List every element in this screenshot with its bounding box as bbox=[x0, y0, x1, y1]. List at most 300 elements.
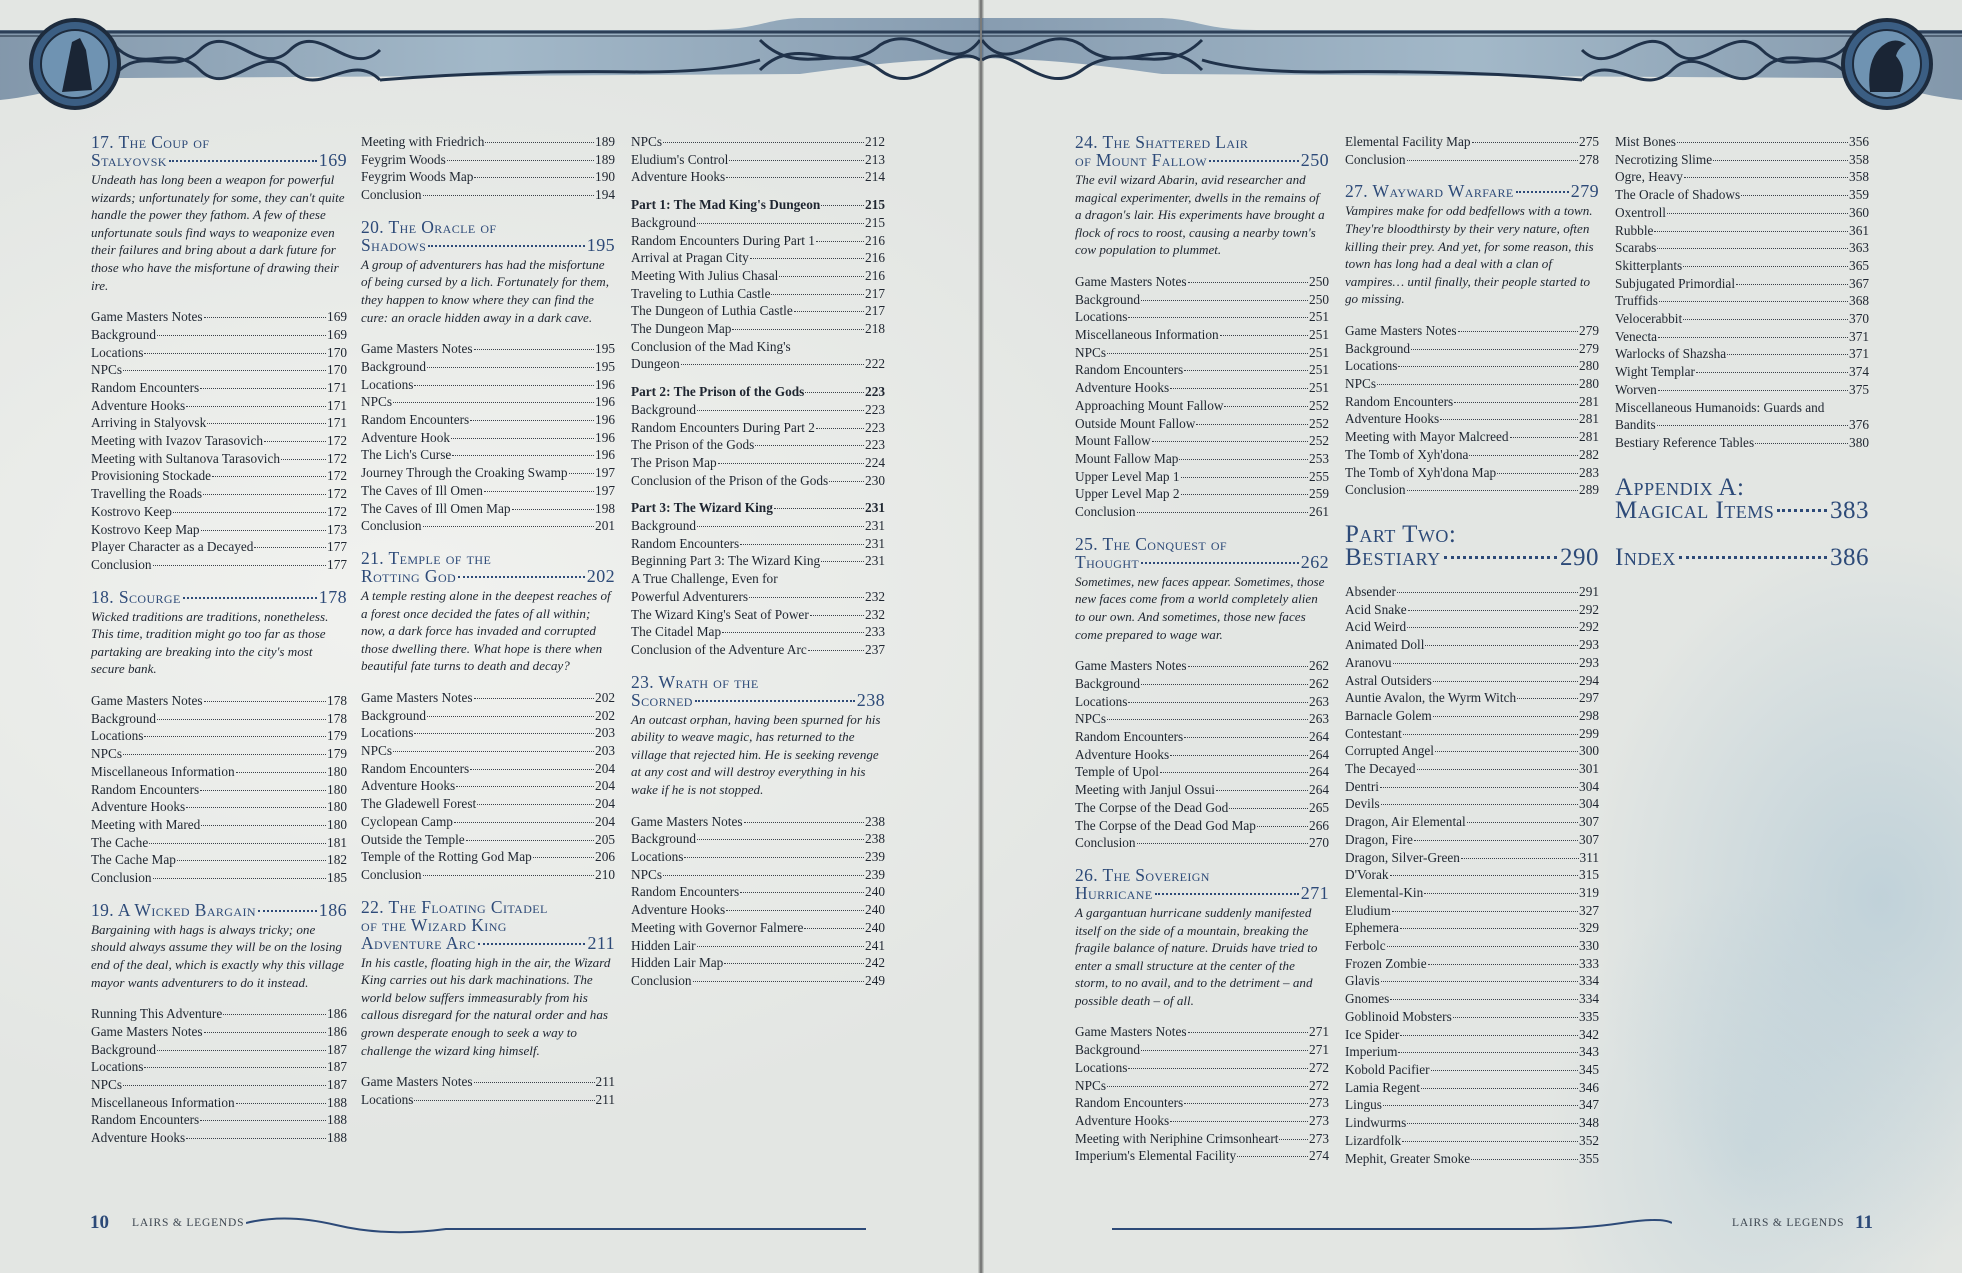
toc-entry bbox=[1615, 345, 1869, 363]
toc-entry bbox=[91, 503, 347, 521]
celtic-knot-banner bbox=[982, 0, 1962, 112]
toc-entry bbox=[1345, 795, 1599, 813]
toc-entry-page: 172 bbox=[327, 503, 347, 519]
toc-entry bbox=[1075, 344, 1329, 362]
leader-dots bbox=[821, 205, 864, 206]
toc-entry-page: 279 bbox=[1579, 340, 1599, 356]
leader-dots bbox=[1155, 893, 1299, 895]
leader-dots bbox=[1471, 1159, 1578, 1160]
toc-entry-label: The Caves of Ill Omen Map bbox=[361, 500, 511, 516]
leader-dots bbox=[456, 786, 594, 787]
toc-entry bbox=[91, 361, 347, 379]
toc-entry bbox=[91, 727, 347, 745]
toc-entry-page: 251 bbox=[1309, 344, 1329, 360]
toc-entry-page: 342 bbox=[1579, 1026, 1599, 1042]
leader-dots bbox=[1137, 512, 1308, 513]
toc-entry-page: 360 bbox=[1849, 204, 1869, 220]
toc-entry-page: 327 bbox=[1579, 902, 1599, 918]
leader-dots bbox=[1472, 142, 1578, 143]
toc-entry-page: 195 bbox=[595, 358, 615, 374]
leader-dots bbox=[281, 459, 326, 460]
toc-entry bbox=[91, 1041, 347, 1059]
chapter-title-line bbox=[91, 588, 347, 606]
leader-dots bbox=[1408, 610, 1578, 611]
toc-entry-page: 271 bbox=[1309, 1024, 1329, 1040]
toc-entry bbox=[1075, 799, 1329, 817]
toc-entry bbox=[1075, 817, 1329, 835]
part-subheading-label: Part 1: The Mad King's Dungeon bbox=[631, 197, 821, 213]
leader-dots bbox=[1400, 1035, 1578, 1036]
leader-dots bbox=[1400, 928, 1578, 929]
toc-entry-label: NPCs bbox=[361, 394, 393, 410]
toc-entry-label: Locations bbox=[91, 1059, 144, 1075]
leader-dots bbox=[1209, 160, 1299, 162]
toc-entry bbox=[91, 798, 347, 816]
leader-dots bbox=[1516, 191, 1569, 193]
toc-entry bbox=[91, 1076, 347, 1094]
toc-entry bbox=[631, 168, 885, 186]
toc-entry-label: Glavis bbox=[1345, 973, 1380, 989]
footer-flourish bbox=[246, 1209, 866, 1239]
leader-dots bbox=[1216, 790, 1308, 791]
toc-entry-page: 292 bbox=[1579, 601, 1599, 617]
chapter-title-line: 25. The Conquest of bbox=[1075, 533, 1227, 554]
chapter-page-number: 238 bbox=[856, 689, 885, 710]
toc-entry-page: 189 bbox=[595, 134, 615, 149]
chapter-title bbox=[361, 218, 615, 254]
toc-entry-page: 169 bbox=[327, 326, 347, 342]
leader-dots bbox=[149, 843, 326, 844]
toc-entry-label: Adventure Hooks bbox=[1075, 746, 1170, 762]
toc-entry bbox=[91, 397, 347, 415]
toc-entry-label: Kostrovo Keep Map bbox=[91, 521, 200, 537]
running-head: LAIRS & LEGENDS bbox=[132, 1217, 245, 1229]
toc-entry bbox=[91, 851, 347, 869]
toc-entry bbox=[91, 1094, 347, 1112]
toc-entry-page: 223 bbox=[865, 401, 885, 417]
part-subheading-page: 231 bbox=[865, 500, 885, 516]
toc-entry-label: Background bbox=[1075, 291, 1140, 307]
leader-dots bbox=[722, 632, 864, 633]
toc-entry bbox=[1345, 902, 1599, 920]
toc-entry-label: Locations bbox=[1075, 309, 1128, 325]
toc-entry bbox=[1345, 1008, 1599, 1026]
leader-dots bbox=[1184, 737, 1308, 738]
chapter-page-number: 178 bbox=[318, 586, 347, 607]
toc-entry-page: 198 bbox=[595, 500, 615, 516]
toc-entry-page: 251 bbox=[1309, 362, 1329, 378]
toc-entry-page: 197 bbox=[595, 465, 615, 481]
chapter-title-line bbox=[1345, 182, 1599, 200]
leader-dots bbox=[1679, 556, 1827, 559]
toc-entry-label: Ephemera bbox=[1345, 920, 1399, 936]
toc-entry bbox=[1345, 464, 1599, 482]
toc-entry-label: Meeting With Julius Chasal bbox=[631, 267, 779, 283]
chapter-title-text: 27. Wayward Warfare bbox=[1345, 181, 1514, 202]
leader-dots bbox=[1683, 319, 1848, 320]
leader-dots bbox=[697, 223, 864, 224]
toc-entry-label: Game Masters Notes bbox=[1075, 273, 1187, 289]
toc-entry-label: Cyclopean Camp bbox=[361, 813, 453, 829]
toc-entry-label: Background bbox=[1345, 340, 1410, 356]
leader-dots bbox=[254, 547, 326, 548]
leader-dots bbox=[186, 406, 326, 407]
toc-entry-page: 367 bbox=[1849, 275, 1869, 291]
part-subheading-page: 223 bbox=[865, 384, 885, 400]
chapter-title-text: 18. Scourge bbox=[91, 586, 181, 607]
toc-entry-page: 273 bbox=[1309, 1095, 1329, 1111]
toc-entry-label: Dentri bbox=[1345, 778, 1379, 794]
leader-dots bbox=[816, 241, 864, 242]
chapter-title bbox=[1345, 182, 1599, 200]
toc-entry-page: 204 bbox=[595, 813, 615, 829]
chapter-title-line: of the Wizard King bbox=[361, 914, 507, 935]
toc-entry bbox=[1075, 397, 1329, 415]
toc-entry-label: Meeting with Sultanova Tarasovich bbox=[91, 450, 281, 466]
toc-entry bbox=[1075, 291, 1329, 309]
toc-entry-list bbox=[91, 1005, 347, 1147]
toc-entry-page: 190 bbox=[595, 169, 615, 185]
toc-entry-page: 252 bbox=[1309, 415, 1329, 431]
leader-dots bbox=[726, 910, 864, 911]
toc-entry bbox=[1075, 657, 1329, 675]
toc-entry-label: Dungeon bbox=[631, 356, 680, 372]
toc-entry bbox=[91, 344, 347, 362]
toc-entry bbox=[1345, 133, 1599, 151]
toc-entry bbox=[361, 340, 615, 358]
toc-section bbox=[1615, 473, 1869, 524]
chapter-blurb: Sometimes, new faces appear. Sometimes, those new faces come from a world completely alien to our own. And sometimes, those new faces come prepared to wage war. bbox=[1075, 573, 1325, 642]
toc-entry-page: 182 bbox=[327, 852, 347, 868]
toc-entry-page: 202 bbox=[595, 707, 615, 723]
leader-dots bbox=[458, 576, 585, 578]
toc-entry-label: Adventure Hooks bbox=[361, 778, 456, 794]
toc-entry-list bbox=[361, 340, 615, 535]
toc-entry-page: 371 bbox=[1849, 346, 1869, 362]
part-heading-page: 290 bbox=[1560, 544, 1599, 571]
toc-entry-label: Ice Spider bbox=[1345, 1026, 1400, 1042]
toc-column-left-3 bbox=[631, 133, 885, 990]
toc-entry-page: 346 bbox=[1579, 1079, 1599, 1095]
toc-entry-page: 186 bbox=[327, 1023, 347, 1039]
toc-entry-page: 230 bbox=[865, 472, 885, 488]
toc-section bbox=[91, 588, 347, 887]
toc-entry bbox=[1345, 583, 1599, 601]
toc-entry-page: 177 bbox=[327, 557, 347, 572]
toc-entry-page: 361 bbox=[1849, 222, 1869, 238]
toc-entry-page: 178 bbox=[327, 710, 347, 726]
toc-entry-label: NPCs bbox=[91, 746, 123, 762]
toc-entry bbox=[91, 1129, 347, 1147]
toc-entry-label: The Wizard King's Seat of Power bbox=[631, 606, 809, 622]
chapter-title-text: 19. A Wicked Bargain bbox=[91, 899, 256, 920]
toc-section bbox=[361, 549, 615, 884]
leader-dots bbox=[203, 494, 326, 495]
toc-entry bbox=[91, 521, 347, 539]
toc-entry-page: 197 bbox=[595, 482, 615, 498]
toc-entry-label: Game Masters Notes bbox=[91, 1023, 203, 1039]
toc-entry-page: 270 bbox=[1309, 835, 1329, 851]
toc-entry-label: The Decayed bbox=[1345, 761, 1416, 777]
chapter-blurb: The evil wizard Abarin, avid researcher and magical experimenter, dwells in the remains of a dragon's lair. His experiments have brought a flock of rocs to roost, causing a nearby town's cow population to plummet. bbox=[1075, 172, 1325, 258]
toc-entry-label: Astral Outsiders bbox=[1345, 672, 1432, 688]
leader-dots bbox=[1377, 384, 1578, 385]
toc-entry bbox=[1345, 393, 1599, 411]
toc-entry-label: Subjugated Primordial bbox=[1615, 275, 1736, 291]
toc-entry-label: Arrival at Pragan City bbox=[631, 250, 749, 266]
toc-entry bbox=[1075, 1147, 1329, 1165]
leader-dots bbox=[474, 349, 595, 350]
leader-dots bbox=[1381, 804, 1578, 805]
part-heading-line: Part Two: bbox=[1345, 521, 1457, 548]
chapter-title-line: 22. The Floating Citadel bbox=[361, 896, 548, 917]
chapter-title-text: Hurricane bbox=[1075, 882, 1153, 903]
chapter-page-number: 195 bbox=[586, 234, 615, 255]
toc-entry bbox=[1615, 292, 1869, 310]
toc-entry-page: 363 bbox=[1849, 240, 1869, 256]
toc-entry-label: Adventure Hook bbox=[361, 429, 450, 445]
running-head: LAIRS & LEGENDS bbox=[1732, 1217, 1845, 1229]
toc-entry-label: Game Masters Notes bbox=[361, 1074, 473, 1090]
toc-entry bbox=[631, 570, 885, 588]
toc-entry-page: 215 bbox=[865, 214, 885, 230]
chapter-title-line bbox=[1075, 884, 1329, 902]
toc-entry-page: 348 bbox=[1579, 1115, 1599, 1131]
toc-entry bbox=[1075, 273, 1329, 291]
toc-entry-label: The Tomb of Xyh'dona Map bbox=[1345, 464, 1497, 480]
toc-entry bbox=[631, 338, 885, 356]
toc-entry-list bbox=[631, 517, 885, 659]
toc-column-right-2 bbox=[1345, 133, 1599, 1167]
toc-entry-page: 179 bbox=[327, 728, 347, 744]
leader-dots bbox=[569, 473, 594, 474]
toc-section bbox=[631, 673, 885, 990]
toc-entry-label: Meeting with Mayor Malcreed bbox=[1345, 429, 1509, 445]
leader-dots bbox=[201, 530, 326, 531]
part-heading-page: 386 bbox=[1830, 543, 1869, 571]
toc-entry-label: Adventure Hooks bbox=[91, 1130, 186, 1146]
toc-entry-label: Absender bbox=[1345, 584, 1396, 599]
leader-dots bbox=[477, 804, 594, 805]
toc-entry-label: Meeting with Neriphine Crimsonheart bbox=[1075, 1130, 1279, 1146]
toc-entry-label: Mephit, Greater Smoke bbox=[1345, 1150, 1471, 1166]
toc-section bbox=[1075, 866, 1329, 1165]
leader-dots bbox=[1497, 473, 1578, 474]
leader-dots bbox=[204, 317, 327, 318]
toc-entry-label: Running This Adventure bbox=[91, 1006, 223, 1022]
toc-entry-label: The Caves of Ill Omen bbox=[361, 482, 483, 498]
toc-entry bbox=[1345, 375, 1599, 393]
leader-dots bbox=[223, 1014, 326, 1015]
toc-entry-label: Venecta bbox=[1615, 328, 1658, 344]
toc-entry-page: 196 bbox=[595, 412, 615, 427]
toc-entry bbox=[361, 813, 615, 831]
toc-entry bbox=[1345, 1079, 1599, 1097]
toc-entry bbox=[1345, 990, 1599, 1008]
toc-entry bbox=[1075, 361, 1329, 379]
toc-entry bbox=[361, 168, 615, 186]
toc-entry bbox=[1075, 485, 1329, 503]
toc-entry bbox=[361, 429, 615, 447]
toc-entry bbox=[1345, 322, 1599, 340]
leader-dots bbox=[1683, 266, 1848, 267]
toc-entry-label: Random Encounters bbox=[1075, 362, 1184, 378]
leader-dots bbox=[1170, 755, 1308, 756]
chapter-title-text: of Mount Fallow bbox=[1075, 150, 1208, 170]
toc-entry-label: Aranovu bbox=[1345, 654, 1392, 670]
toc-entry-page: 242 bbox=[865, 955, 885, 971]
toc-section bbox=[91, 133, 347, 574]
part-heading-line bbox=[1615, 496, 1869, 524]
toc-entry bbox=[361, 724, 615, 742]
leader-dots bbox=[697, 526, 864, 527]
toc-entry-page: 232 bbox=[865, 606, 885, 622]
toc-entry-label: Random Encounters bbox=[631, 535, 740, 551]
toc-entry-label: Adventure Hooks bbox=[631, 902, 726, 918]
toc-entry bbox=[631, 320, 885, 338]
leader-dots bbox=[697, 839, 864, 840]
leader-dots bbox=[236, 772, 326, 773]
toc-entry-page: 180 bbox=[327, 799, 347, 815]
toc-entry-label: Conclusion bbox=[1345, 151, 1406, 167]
chapter-title bbox=[361, 549, 615, 585]
toc-entry bbox=[1615, 399, 1869, 417]
toc-entry-label: Random Encounters During Part 1 bbox=[631, 232, 815, 248]
toc-entry-page: 240 bbox=[865, 919, 885, 935]
toc-entry-page: 180 bbox=[327, 781, 347, 797]
toc-entry-page: 194 bbox=[595, 187, 615, 203]
chapter-blurb: In his castle, floating high in the air, the Wizard King carries out his dark machinations. The world below suffers immeasurably from his callous disregard for the natural order and has grown desperate enough to seek a way to challenge the wizard king himself. bbox=[361, 954, 611, 1058]
toc-entry-page: 196 bbox=[595, 394, 615, 410]
top-banner-right bbox=[982, 0, 1962, 112]
toc-entry-label: Ferbolc bbox=[1345, 938, 1386, 954]
leader-dots bbox=[810, 615, 864, 616]
leader-dots bbox=[750, 258, 864, 259]
leader-dots bbox=[153, 565, 326, 566]
toc-entry-label: Ogre, Heavy bbox=[1615, 169, 1683, 185]
toc-section bbox=[1615, 543, 1869, 571]
chapter-blurb: An outcast orphan, having been spurned for his ability to weave magic, has returned to the village that rejected him. He is seeking revenge at any cost and will destroy everything in his wake if he is not stopped. bbox=[631, 711, 881, 798]
toc-entry bbox=[91, 308, 347, 326]
leader-dots bbox=[1107, 719, 1308, 720]
part-subheading-page: 215 bbox=[865, 197, 885, 213]
toc-entry-label: Mount Fallow bbox=[1075, 433, 1151, 449]
toc-entry bbox=[361, 760, 615, 778]
chapter-title-line: 17. The Coup of bbox=[91, 132, 210, 152]
toc-entry-page: 173 bbox=[327, 521, 347, 537]
toc-entry-page: 292 bbox=[1579, 619, 1599, 635]
toc-entry-label: Background bbox=[91, 1041, 156, 1057]
chapter-page-number: 279 bbox=[1570, 181, 1599, 202]
leader-dots bbox=[1696, 372, 1848, 373]
leader-dots bbox=[452, 455, 594, 456]
toc-section bbox=[1615, 133, 1869, 452]
toc-entry-page: 304 bbox=[1579, 796, 1599, 812]
leader-dots bbox=[123, 1085, 326, 1086]
toc-entry-label: Imperium's Elemental Facility bbox=[1075, 1148, 1237, 1164]
toc-entry bbox=[1075, 763, 1329, 781]
toc-entry-page: 241 bbox=[865, 937, 885, 953]
toc-entry-label: Frozen Zombie bbox=[1345, 955, 1427, 971]
toc-entry-label: Outside the Temple bbox=[361, 831, 465, 847]
leader-dots bbox=[1390, 875, 1579, 876]
toc-entry bbox=[631, 848, 885, 866]
toc-entry-list bbox=[631, 133, 885, 186]
toc-section bbox=[631, 133, 885, 186]
toc-entry bbox=[1615, 239, 1869, 257]
toc-entry-page: 374 bbox=[1849, 364, 1869, 380]
leader-dots bbox=[414, 385, 594, 386]
leader-dots bbox=[186, 807, 326, 808]
toc-entry-label: Contestant bbox=[1345, 725, 1402, 741]
toc-entry-page: 213 bbox=[865, 151, 885, 167]
toc-entry-label: Meeting with Governor Falmere bbox=[631, 919, 804, 935]
toc-column-left-2 bbox=[361, 133, 615, 1109]
leader-dots bbox=[1196, 424, 1308, 425]
toc-entry-label: Conclusion bbox=[361, 518, 422, 534]
toc-entry bbox=[631, 249, 885, 267]
toc-entry-label: NPCs bbox=[631, 134, 663, 149]
leader-dots bbox=[1741, 195, 1848, 196]
toc-entry-page: 365 bbox=[1849, 257, 1869, 273]
toc-entry-label: Conclusion bbox=[1345, 482, 1406, 498]
toc-entry-label: Necrotizing Slime bbox=[1615, 151, 1713, 167]
leader-dots bbox=[1403, 734, 1578, 735]
chapter-title-line: 26. The Sovereign bbox=[1075, 864, 1210, 885]
toc-entry-page: 266 bbox=[1309, 817, 1329, 833]
toc-entry-page: 214 bbox=[865, 169, 885, 185]
leader-dots bbox=[204, 701, 327, 702]
chapter-title-line bbox=[631, 691, 885, 709]
toc-entry-page: 280 bbox=[1579, 358, 1599, 374]
chapter-blurb: Bargaining with hags is always tricky; one should always assume they will be on the losing end of the deal, which is exactly why this village mayor wants adventurers to do it instead. bbox=[91, 921, 345, 990]
toc-entry bbox=[1345, 1026, 1599, 1044]
toc-section bbox=[631, 383, 885, 489]
toc-entry-label: Conclusion bbox=[1075, 835, 1136, 851]
toc-entry-page: 250 bbox=[1309, 273, 1329, 289]
leader-dots bbox=[1713, 160, 1848, 161]
leader-dots bbox=[1188, 1032, 1309, 1033]
toc-entry bbox=[1615, 222, 1869, 240]
toc-entry-list bbox=[361, 133, 615, 204]
toc-entry-page: 231 bbox=[865, 553, 885, 569]
leader-dots bbox=[732, 329, 864, 330]
toc-entry-label: Outside Mount Fallow bbox=[1075, 415, 1196, 431]
toc-entry bbox=[361, 777, 615, 795]
chapter-title-line bbox=[91, 901, 347, 919]
chapter-page-number: 262 bbox=[1300, 551, 1329, 572]
toc-entry-list bbox=[361, 1073, 615, 1108]
chapter-page-number: 186 bbox=[318, 899, 347, 920]
toc-entry-label: Lindwurms bbox=[1345, 1115, 1407, 1131]
leader-dots bbox=[1659, 301, 1848, 302]
toc-entry bbox=[631, 954, 885, 972]
chapter-blurb: A temple resting alone in the deepest reaches of a forest once decided the fates of all within; now, a dark force has invaded and corrupted those dwelling there. What hope is there when beautiful fate turns to death and decay? bbox=[361, 587, 611, 674]
toc-entry-page: 343 bbox=[1579, 1044, 1599, 1060]
toc-entry bbox=[361, 707, 615, 725]
chapter-title-text: Scorned bbox=[631, 689, 693, 710]
toc-section bbox=[631, 499, 885, 658]
toc-entry-page: 181 bbox=[327, 834, 347, 850]
toc-entry bbox=[361, 464, 615, 482]
toc-entry-page: 380 bbox=[1849, 434, 1869, 450]
toc-entry-label: Conclusion of the Mad King's bbox=[631, 338, 791, 354]
toc-entry-page: 304 bbox=[1579, 778, 1599, 794]
toc-entry-label: NPCs bbox=[631, 866, 663, 882]
toc-entry bbox=[1345, 689, 1599, 707]
toc-entry-page: 263 bbox=[1309, 693, 1329, 709]
toc-entry-page: 375 bbox=[1849, 381, 1869, 397]
